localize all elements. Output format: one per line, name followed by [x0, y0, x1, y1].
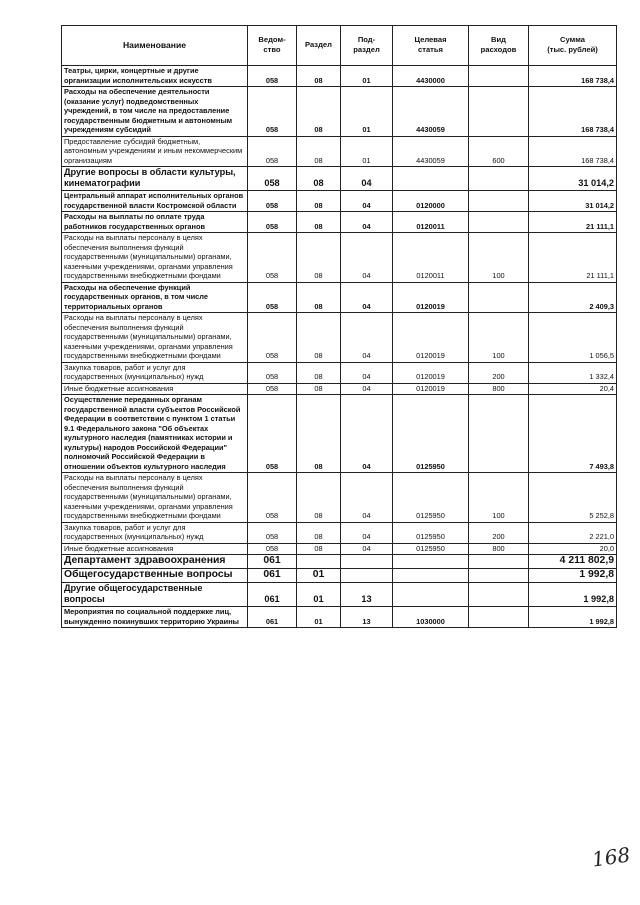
cell-podrazdel: 04	[341, 233, 393, 283]
cell-vid	[469, 569, 529, 583]
table-row	[62, 282, 617, 313]
cell-stat: 1030000	[393, 607, 469, 628]
cell-razdel: 08	[297, 136, 341, 167]
cell-vid: 100	[469, 473, 529, 523]
cell-summa: 1 992,8	[529, 583, 617, 607]
col-header-podrazdel: Под- раздел	[341, 26, 393, 66]
cell-summa: 21 111,1	[529, 233, 617, 283]
cell-podrazdel: 13	[341, 607, 393, 628]
cell-ved: 058	[248, 473, 297, 523]
cell-summa: 1 992,8	[529, 607, 617, 628]
cell-summa: 2 221,0	[529, 522, 617, 543]
table-row	[62, 362, 617, 383]
cell-summa: 21 111,1	[529, 212, 617, 233]
cell-razdel: 08	[297, 473, 341, 523]
cell-stat: 0120011	[393, 233, 469, 283]
cell-ved: 058	[248, 212, 297, 233]
cell-podrazdel: 04	[341, 395, 393, 473]
cell-vid	[469, 212, 529, 233]
cell-stat	[393, 569, 469, 583]
cell-podrazdel: 04	[341, 473, 393, 523]
cell-vid: 100	[469, 233, 529, 283]
cell-podrazdel: 13	[341, 583, 393, 607]
cell-vid: 800	[469, 383, 529, 395]
cell-summa: 20,4	[529, 383, 617, 395]
cell-vid: 200	[469, 362, 529, 383]
cell-name: Расходы на выплаты персоналу в целях обеспечения выполнения функций государственными (муниципальными) органами, казенными учреждениями, органами управления государственными внебюджетными фондами	[62, 313, 248, 363]
cell-podrazdel: 04	[341, 282, 393, 313]
cell-summa: 7 493,8	[529, 395, 617, 473]
cell-summa: 1 992,8	[529, 569, 617, 583]
cell-podrazdel: 04	[341, 313, 393, 363]
table-row	[62, 522, 617, 543]
table-row	[62, 191, 617, 212]
cell-ved: 058	[248, 66, 297, 87]
table-row	[62, 66, 617, 87]
cell-razdel: 01	[297, 569, 341, 583]
cell-vid	[469, 607, 529, 628]
cell-ved: 061	[248, 607, 297, 628]
cell-name: Департамент здравоохранения	[62, 555, 248, 569]
cell-ved: 058	[248, 167, 297, 191]
cell-razdel: 08	[297, 383, 341, 395]
cell-stat: 4430000	[393, 66, 469, 87]
cell-podrazdel: 04	[341, 522, 393, 543]
table-header-row	[62, 26, 617, 66]
cell-stat: 0125950	[393, 473, 469, 523]
cell-podrazdel: 01	[341, 87, 393, 137]
cell-summa: 1 332,4	[529, 362, 617, 383]
col-header-name: Наименование	[62, 26, 248, 66]
cell-stat: 4430059	[393, 136, 469, 167]
cell-razdel	[297, 555, 341, 569]
cell-razdel: 08	[297, 522, 341, 543]
cell-podrazdel	[341, 555, 393, 569]
cell-summa: 31 014,2	[529, 167, 617, 191]
cell-stat	[393, 555, 469, 569]
cell-name: Осуществление переданных органам государственной власти субъектов Российской Федерации в соответствии с пунктом 1 статьи 9.1 Федерального закона "Об объектах культурного наследия (памятниках истории и культуры) народов Российской Федерации" полномочий Российской Федерации в отношении объектов культурного наследия	[62, 395, 248, 473]
cell-vid	[469, 167, 529, 191]
cell-summa: 2 409,3	[529, 282, 617, 313]
cell-vid: 200	[469, 522, 529, 543]
cell-vid	[469, 282, 529, 313]
cell-razdel: 08	[297, 282, 341, 313]
table-row	[62, 543, 617, 555]
cell-vid: 800	[469, 543, 529, 555]
cell-ved: 058	[248, 383, 297, 395]
cell-razdel: 08	[297, 66, 341, 87]
table-row	[62, 136, 617, 167]
cell-razdel: 08	[297, 233, 341, 283]
cell-summa: 168 738,4	[529, 136, 617, 167]
cell-ved: 058	[248, 233, 297, 283]
table-row	[62, 555, 617, 569]
table-row	[62, 87, 617, 137]
table-row	[62, 212, 617, 233]
cell-name: Закупка товаров, работ и услуг для государственных (муниципальных) нужд	[62, 362, 248, 383]
cell-podrazdel: 04	[341, 543, 393, 555]
cell-ved: 058	[248, 522, 297, 543]
cell-podrazdel: 01	[341, 66, 393, 87]
cell-podrazdel: 04	[341, 191, 393, 212]
cell-ved: 058	[248, 136, 297, 167]
cell-summa: 1 056,5	[529, 313, 617, 363]
cell-razdel: 08	[297, 167, 341, 191]
cell-summa: 20,0	[529, 543, 617, 555]
cell-summa: 31 014,2	[529, 191, 617, 212]
table-row	[62, 569, 617, 583]
cell-name: Общегосударственные вопросы	[62, 569, 248, 583]
cell-name: Расходы на обеспечение деятельности (оказание услуг) подведомственных учреждений, в том числе на предоставление государственным бюджетным и автономным учреждениям субсидий	[62, 87, 248, 137]
table-row	[62, 167, 617, 191]
budget-table	[61, 25, 617, 628]
cell-stat: 0120019	[393, 282, 469, 313]
table-row	[62, 607, 617, 628]
col-header-razdel: Раздел	[297, 26, 341, 66]
cell-vid	[469, 191, 529, 212]
table-row	[62, 313, 617, 363]
col-header-summa: Сумма (тыс. рублей)	[529, 26, 617, 66]
cell-stat: 4430059	[393, 87, 469, 137]
cell-razdel: 08	[297, 212, 341, 233]
cell-name: Расходы на обеспечение функций государственных органов, в том числе территориальных органов	[62, 282, 248, 313]
cell-razdel: 08	[297, 543, 341, 555]
cell-stat: 0120019	[393, 362, 469, 383]
col-header-vid: Вид расходов	[469, 26, 529, 66]
table-row	[62, 233, 617, 283]
cell-ved: 058	[248, 543, 297, 555]
cell-razdel: 08	[297, 87, 341, 137]
cell-name: Мероприятия по социальной поддержке лиц, вынужденно покинувших территорию Украины	[62, 607, 248, 628]
cell-ved: 058	[248, 362, 297, 383]
cell-vid	[469, 583, 529, 607]
table-row	[62, 383, 617, 395]
cell-razdel: 08	[297, 191, 341, 212]
cell-podrazdel	[341, 569, 393, 583]
cell-name: Предоставление субсидий бюджетным, автономным учреждениям и иным некоммерческим организациям	[62, 136, 248, 167]
cell-name: Иные бюджетные ассигнования	[62, 383, 248, 395]
cell-summa: 5 252,8	[529, 473, 617, 523]
cell-name: Расходы на выплаты персоналу в целях обеспечения выполнения функций государственными (муниципальными) органами, казенными учреждениями, органами управления государственными внебюджетными фондами	[62, 473, 248, 523]
cell-razdel: 01	[297, 583, 341, 607]
cell-name: Театры, цирки, концертные и другие организации исполнительских искусств	[62, 66, 248, 87]
table-row	[62, 395, 617, 473]
cell-podrazdel: 04	[341, 383, 393, 395]
cell-ved: 058	[248, 87, 297, 137]
cell-ved: 058	[248, 395, 297, 473]
cell-razdel: 08	[297, 362, 341, 383]
cell-stat: 0120011	[393, 212, 469, 233]
page-number: 168	[590, 842, 632, 872]
cell-name: Центральный аппарат исполнительных органов государственной власти Костромской области	[62, 191, 248, 212]
cell-razdel: 08	[297, 313, 341, 363]
cell-name: Расходы на выплаты по оплате труда работников государственных органов	[62, 212, 248, 233]
cell-stat: 0125950	[393, 543, 469, 555]
cell-ved: 061	[248, 555, 297, 569]
cell-name: Расходы на выплаты персоналу в целях обеспечения выполнения функций государственными (муниципальными) органами, казенными учреждениями, органами управления государственными внебюджетными фондами	[62, 233, 248, 283]
cell-razdel: 08	[297, 395, 341, 473]
cell-name: Закупка товаров, работ и услуг для государственных (муниципальных) нужд	[62, 522, 248, 543]
cell-stat: 0120019	[393, 313, 469, 363]
cell-vid	[469, 66, 529, 87]
cell-stat: 0125950	[393, 395, 469, 473]
cell-podrazdel: 04	[341, 167, 393, 191]
cell-podrazdel: 04	[341, 362, 393, 383]
cell-podrazdel: 01	[341, 136, 393, 167]
cell-summa: 168 738,4	[529, 87, 617, 137]
col-header-ved: Ведом- ство	[248, 26, 297, 66]
cell-vid	[469, 555, 529, 569]
table-row	[62, 583, 617, 607]
cell-ved: 058	[248, 282, 297, 313]
cell-ved: 061	[248, 583, 297, 607]
cell-ved: 061	[248, 569, 297, 583]
cell-name: Другие вопросы в области культуры, кинематографии	[62, 167, 248, 191]
cell-razdel: 01	[297, 607, 341, 628]
table-row	[62, 473, 617, 523]
cell-stat: 0120019	[393, 383, 469, 395]
cell-summa: 4 211 802,9	[529, 555, 617, 569]
cell-vid	[469, 395, 529, 473]
cell-vid	[469, 87, 529, 137]
cell-ved: 058	[248, 313, 297, 363]
col-header-stat: Целевая статья	[393, 26, 469, 66]
cell-name: Иные бюджетные ассигнования	[62, 543, 248, 555]
cell-stat: 0120000	[393, 191, 469, 212]
cell-name: Другие общегосударственные вопросы	[62, 583, 248, 607]
cell-vid: 100	[469, 313, 529, 363]
cell-podrazdel: 04	[341, 212, 393, 233]
cell-vid: 600	[469, 136, 529, 167]
cell-summa: 168 738,4	[529, 66, 617, 87]
cell-ved: 058	[248, 191, 297, 212]
cell-stat	[393, 167, 469, 191]
cell-stat	[393, 583, 469, 607]
cell-stat: 0125950	[393, 522, 469, 543]
